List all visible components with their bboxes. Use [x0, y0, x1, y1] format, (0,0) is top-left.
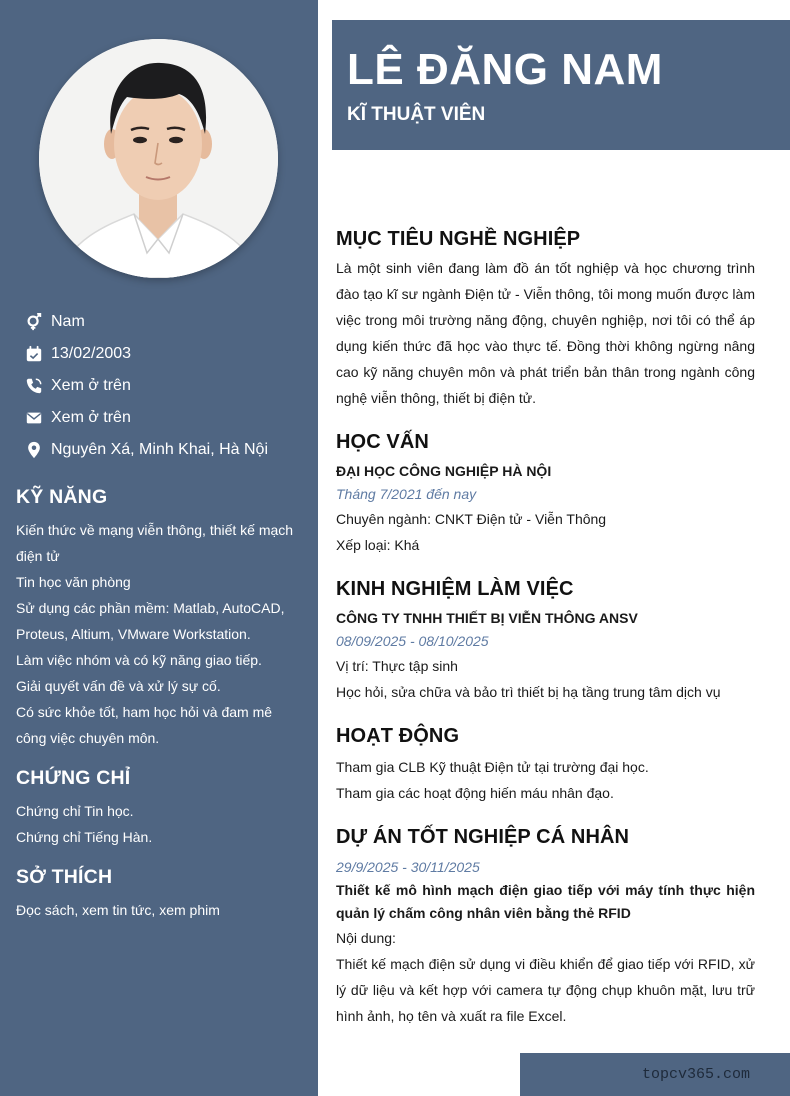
project-content: Thiết kế mạch điện sử dụng vi điều khiển để giao tiếp với RFID, xử lý dữ liệu và kết hợp với camera tự động chụp khuôn mặt, lưu trữ hình ảnh, họ tên và xuất ra file Excel.: [336, 956, 755, 1024]
job-title: KĨ THUẬT VIÊN: [347, 104, 486, 125]
contact-phone-text: Xem ở trên: [51, 377, 131, 394]
skill-item: Sử dụng các phần mềm: Matlab, AutoCAD, Proteus, Altium, VMware Workstation.: [16, 600, 285, 642]
hobbies-section: [16, 866, 306, 923]
project-title: DỰ ÁN TỐT NGHIỆP CÁ NHÂN: [336, 826, 630, 848]
company-name: CÔNG TY TNHH THIẾT BỊ VIỄN THÔNG ANSV: [336, 610, 638, 626]
project-name: Thiết kế mô hình mạch điện giao tiếp với máy tính thực hiện quản lý chấm công nhân viên bằng thẻ RFID: [336, 882, 755, 921]
experience-date: 08/09/2025 - 08/10/2025: [336, 633, 489, 649]
education-date: Tháng 7/2021 đến nay: [336, 486, 477, 502]
hobbies-title: SỞ THÍCH: [16, 866, 113, 888]
skill-item: Kiến thức về mạng viễn thông, thiết kế mạch điện tử: [16, 522, 294, 564]
contact-address: [24, 434, 304, 466]
certificates-title: CHỨNG CHỈ: [16, 767, 131, 789]
project-section: [336, 826, 755, 1029]
activities-title: HOẠT ĐỘNG: [336, 725, 460, 747]
certificate-item: Chứng chỉ Tin học.: [16, 803, 134, 819]
education-grade: Xếp loại: Khá: [336, 537, 420, 553]
skills-section: [16, 486, 306, 751]
certificate-item: Chứng chỉ Tiếng Hàn.: [16, 829, 153, 845]
contact-phone: [24, 370, 304, 402]
activity-item: Tham gia CLB Kỹ thuật Điện tử tại trường đại học.: [336, 759, 649, 775]
skill-item: Làm việc nhóm và có kỹ năng giao tiếp.: [16, 652, 262, 668]
education-title: HỌC VẤN: [336, 431, 429, 453]
experience-position: Vị trí: Thực tập sinh: [336, 658, 458, 674]
certificates-section: [16, 767, 306, 850]
full-name: LÊ ĐĂNG NAM: [347, 45, 663, 94]
objective-title: MỤC TIÊU NGHỀ NGHIỆP: [336, 228, 581, 250]
skill-item: Giải quyết vấn đề và xử lý sự cố.: [16, 678, 221, 694]
contact-email: [24, 402, 304, 434]
contact-gender-text: Nam: [51, 313, 85, 330]
experience-section: [336, 578, 755, 705]
experience-title: KINH NGHIỆM LÀM VIỆC: [336, 578, 574, 600]
contact-address-text: Nguyên Xá, Minh Khai, Hà Nội: [51, 441, 268, 458]
objective-section: [336, 228, 755, 411]
education-section: [336, 431, 755, 558]
gender-icon: [24, 312, 44, 332]
footer-bar: [520, 1053, 790, 1096]
objective-text: Là một sinh viên đang làm đồ án tốt nghiệp và học chương trình đào tạo kĩ sư ngành Điện tử - Viễn thông, tôi mong muốn được làm việc trong môi trường năng động, chuyên nghiệp, nơi tôi có thể áp dụng kiến thức đã học vào thực tế. Đồng thời không ngừng nâng cao kỹ năng chuyên môn và phát triển bản thân trong ngành công nghệ viễn thông, thiết bị điện tử.: [336, 260, 755, 406]
location-icon: [24, 440, 44, 460]
profile-photo: [39, 39, 278, 278]
skills-title: KỸ NĂNG: [16, 486, 108, 508]
skill-item: Có sức khỏe tốt, ham học hỏi và đam mê công việc chuyên môn.: [16, 704, 273, 746]
email-icon: [24, 408, 44, 428]
school-name: ĐẠI HỌC CÔNG NGHIỆP HÀ NỘI: [336, 463, 552, 479]
avatar-illustration: [39, 39, 278, 278]
project-content-label: Nội dung:: [336, 930, 396, 946]
watermark-text: topcv365.com: [642, 1066, 751, 1083]
sidebar: [0, 0, 318, 1096]
name-header: [332, 20, 790, 150]
project-date: 29/9/2025 - 30/11/2025: [336, 859, 480, 875]
contact-birthday: [24, 338, 304, 370]
contact-birthday-text: 13/02/2003: [51, 345, 132, 362]
contact-list: [24, 306, 304, 466]
contact-gender: [24, 306, 304, 338]
activity-item: Tham gia các hoạt động hiến máu nhân đạo.: [336, 785, 614, 801]
calendar-icon: [24, 344, 44, 364]
education-major: Chuyên ngành: CNKT Điện tử - Viễn Thông: [336, 511, 607, 527]
hobby-item: Đọc sách, xem tin tức, xem phim: [16, 902, 220, 918]
skill-item: Tin học văn phòng: [16, 574, 131, 590]
phone-icon: [24, 376, 44, 396]
activities-section: [336, 725, 755, 806]
experience-desc: Học hỏi, sửa chữa và bảo trì thiết bị hạ tầng trung tâm dịch vụ: [336, 684, 721, 700]
contact-email-text: Xem ở trên: [51, 409, 131, 426]
